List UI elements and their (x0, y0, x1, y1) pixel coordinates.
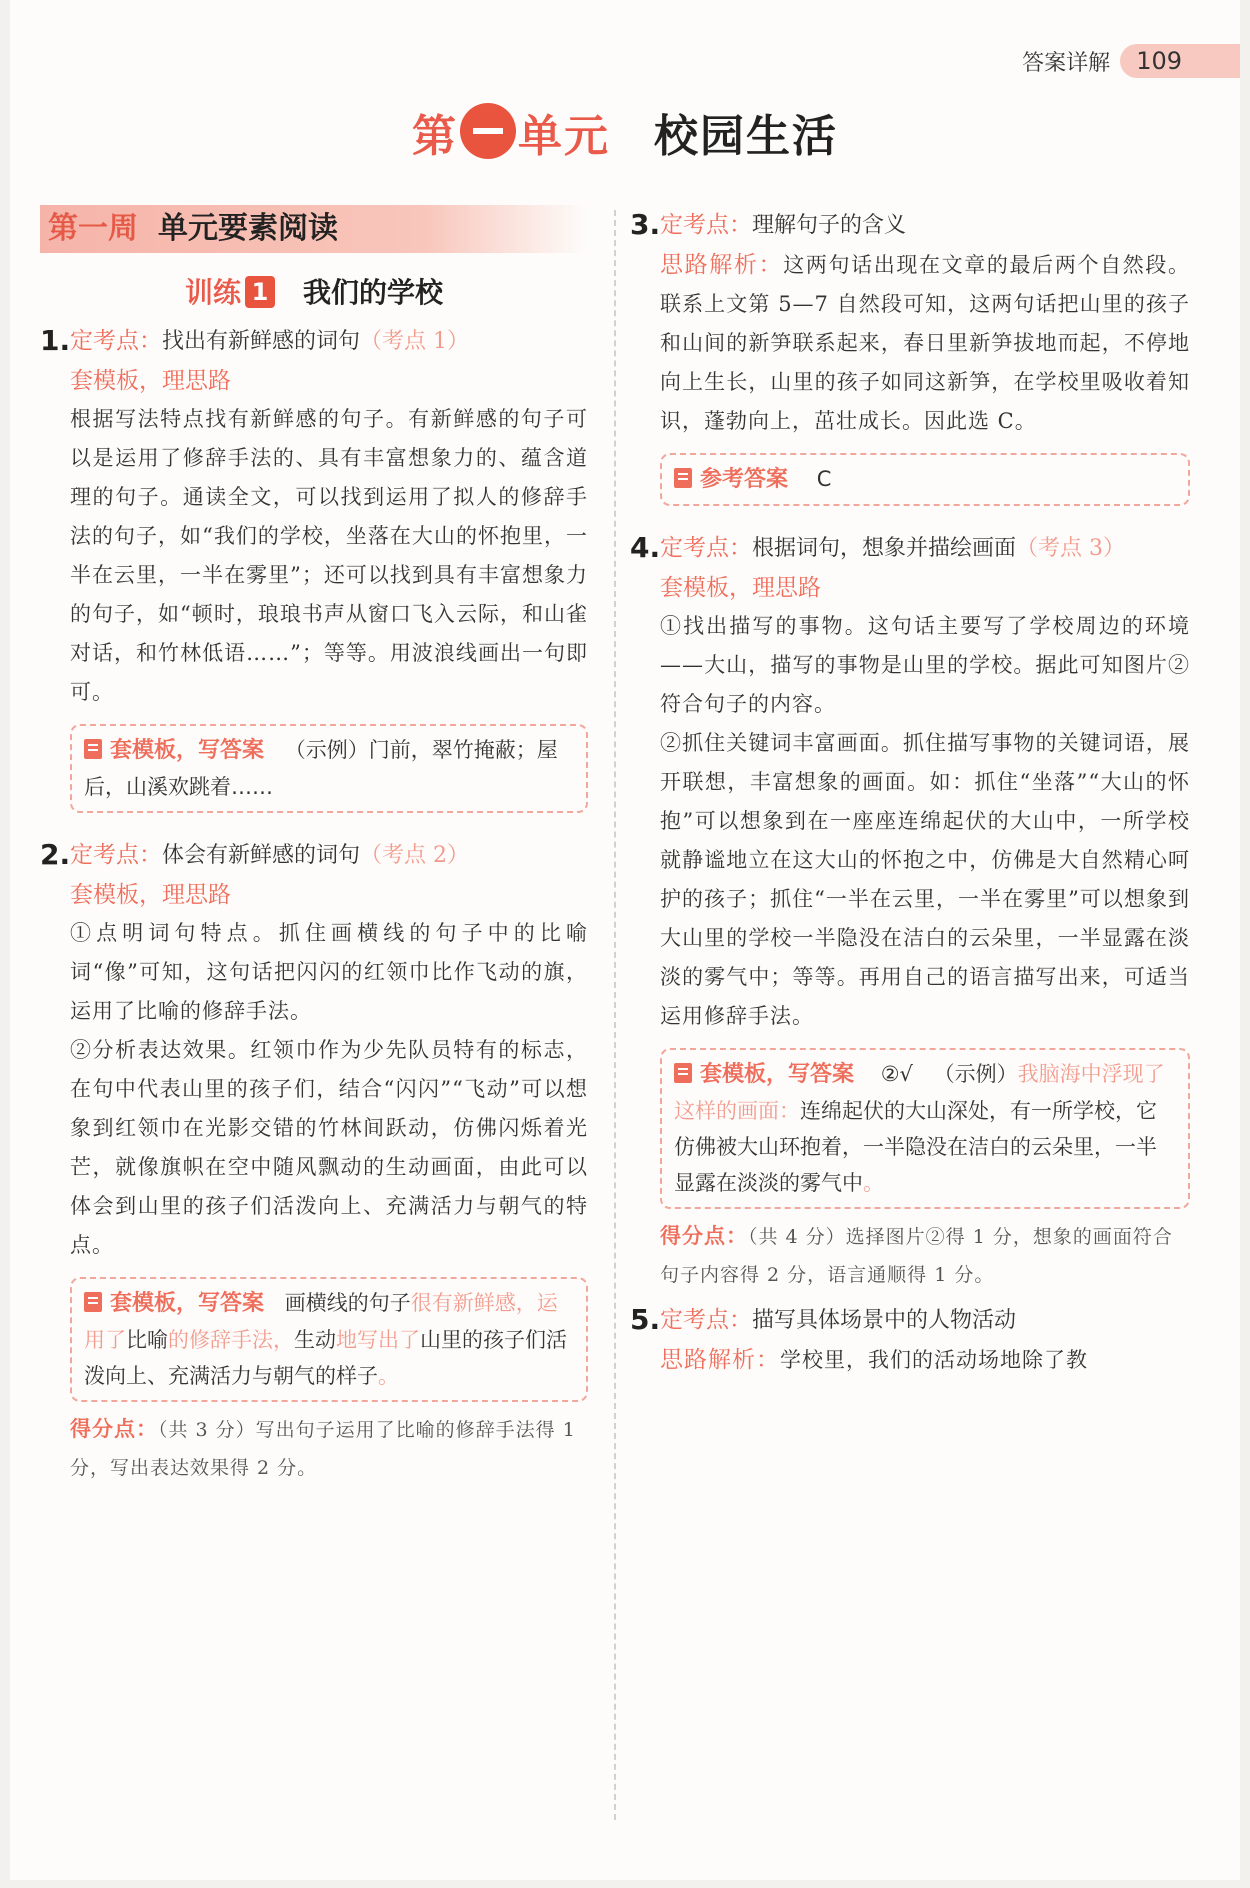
answer-part-d: 的修辞手法， (168, 1328, 294, 1352)
unit-number-badge (460, 103, 516, 159)
answer-text: （示例）门前，翠竹掩蔽；屋后，山溪欢跳着…… (84, 738, 558, 799)
question-5 (630, 1300, 1190, 1380)
answer-part-a: 画横线的句子 (284, 1291, 411, 1315)
answer-heading (84, 738, 264, 763)
analysis-body: 这两句话出现在文章的最后两个自然段。联系上文第 5—7 自然段可知，这两句话把山里的孩子和山间的新笋联系起来，春日里新笋拔地而起，不停地向上生长，山里的孩子如同这新笋，在学校里吸收着知识，蓬勃向上，茁壮成长。因此选 C。 (660, 253, 1191, 433)
question-number: 1. (40, 324, 71, 357)
score-label: 得分点： (70, 1417, 158, 1441)
question-2 (40, 835, 588, 1487)
answer-part-f: 地写出了 (336, 1328, 420, 1352)
template-label: 套模板，理思路 (70, 882, 231, 908)
unit-number (488, 103, 489, 104)
key-point (660, 205, 1190, 246)
analysis-text: 根据写法特点找有新鲜感的句子。有新鲜感的句子可以是运用了修辞手法的、具有丰富想象力的、蕴含道理的句子。通读全文，可以找到运用了拟人的修辞手法的句子，如“我们的学校，坐落在大山的怀抱里，一半在云里，一半在雾里”；还可以找到具有丰富想象力的句子，如“顿时，琅琅书声从窗口飞入云际，和山雀对话，和竹林低语……”；等等。用波浪线画出一句即可。 (70, 407, 588, 704)
unit-suffix: 单元 (518, 111, 610, 162)
answer-label: 套模板，写答案 (110, 738, 265, 763)
left-column (40, 205, 588, 1487)
score-text: （共 3 分）写出句子运用了比喻的修辞手法得 1 分，写出表达效果得 2 分。 (70, 1419, 576, 1479)
unit-title (10, 100, 1240, 164)
analysis-step-1: ①找出描写的事物。这句话主要写了学校周边的环境——大山，描写的事物是山里的学校。据此可知图片②符合句子的内容。 (660, 614, 1190, 716)
question-4 (630, 528, 1190, 1294)
answer-heading (674, 467, 788, 492)
answer-heading (84, 1291, 264, 1316)
page-header (1022, 44, 1240, 78)
question-number: 4. (630, 531, 661, 564)
analysis-label: 思路解析： (660, 1347, 780, 1373)
page-number: 109 (1120, 44, 1240, 78)
answer-label: 参考答案 (700, 467, 789, 492)
analysis-body: 学校里，我们的活动场地除了教 (780, 1348, 1088, 1372)
key-point-label: 定考点： (70, 842, 162, 868)
answer-part-g: 山里的孩子们活泼向上、充满活力与朝气的样子 (84, 1328, 567, 1388)
score-points (70, 1410, 588, 1487)
key-point (70, 321, 588, 362)
key-point-text: 找出有新鲜感的词句 (162, 329, 361, 354)
answer-part-c: 比喻 (126, 1328, 168, 1352)
answer-box (70, 1277, 588, 1402)
score-points (660, 1217, 1190, 1294)
key-point-text: 根据词句，想象并描绘画面 (752, 536, 1017, 561)
week-band (40, 205, 588, 253)
answer-lead: 我脑海中浮现了这样的画面： (674, 1062, 1165, 1123)
answer-text: C (816, 467, 832, 491)
header-label: 答案详解 (1022, 50, 1111, 76)
week-title: 单元要素阅读 (158, 211, 338, 246)
answer-heading (674, 1062, 854, 1087)
score-label: 得分点： (660, 1224, 748, 1248)
analysis-text (660, 246, 1190, 441)
key-point (660, 528, 1190, 569)
answer-box (660, 453, 1190, 506)
answer-box (660, 1048, 1190, 1209)
right-column (630, 205, 1190, 1380)
key-point-ref: （考点 2） (360, 843, 470, 868)
answer-box (70, 724, 588, 813)
key-point-text: 理解句子的含义 (752, 213, 907, 238)
key-point-ref: （考点 3） (1016, 536, 1126, 561)
question-number: 2. (40, 838, 71, 871)
analysis-step-1: ①点明词句特点。抓住画横线的句子中的比喻词“像”可知，这句话把闪闪的红领巾比作飞动的旗，运用了比喻的修辞手法。 (70, 921, 588, 1023)
analysis-text (660, 1341, 1190, 1380)
question-number: 5. (630, 1303, 661, 1336)
answer-icon (84, 739, 102, 759)
answer-page (10, 0, 1240, 1880)
answer-icon (674, 468, 692, 488)
answer-end: 。 (863, 1171, 884, 1195)
key-point-label: 定考点： (660, 1307, 752, 1333)
lesson-name: 我们的学校 (303, 276, 444, 309)
column-divider (614, 210, 616, 1820)
lesson-label: 训练 (184, 276, 241, 309)
analysis-step-2: ②分析表达效果。红领巾作为少先队员特有的标志，在句中代表山里的孩子们，结合“闪闪”“飞动”可以想象到红领巾在光影交错的竹林间跃动，仿佛闪烁着光芒，就像旗帜在空中随风飘动的生动画面，由此可以体会到山里的孩子们活泼向上、充满活力与朝气的特点。 (70, 1038, 588, 1257)
week-name: 第一周 (48, 211, 138, 246)
question-number: 3. (630, 208, 661, 241)
lesson-title (40, 271, 588, 311)
unit-theme: 校园生活 (654, 111, 838, 162)
key-point-label: 定考点： (660, 535, 752, 561)
question-3 (630, 205, 1190, 506)
template-label: 套模板，理思路 (70, 368, 231, 394)
template-label: 套模板，理思路 (660, 575, 821, 601)
key-point-label: 定考点： (660, 212, 752, 238)
answer-part-h: 。 (378, 1364, 399, 1388)
answer-label: 套模板，写答案 (700, 1062, 855, 1087)
answer-part-b: 很有新鲜感，运用了 (84, 1291, 558, 1352)
key-point (70, 835, 588, 876)
key-point-text: 描写具体场景中的人物活动 (752, 1308, 1017, 1333)
key-point-label: 定考点： (70, 328, 162, 354)
analysis-label: 思路解析： (660, 252, 784, 278)
question-1 (40, 321, 588, 813)
key-point (660, 1300, 1190, 1341)
key-point-ref: （考点 1） (360, 329, 470, 354)
answer-label: 套模板，写答案 (110, 1291, 265, 1316)
answer-choice: ②√ (880, 1062, 913, 1086)
unit-prefix: 第 (412, 111, 458, 162)
answer-example: （示例） (933, 1062, 1018, 1086)
score-text: （共 4 分）选择图片②得 1 分，想象的画面符合句子内容得 2 分，语言通顺得 1 分。 (660, 1226, 1173, 1286)
answer-icon (84, 1292, 102, 1312)
answer-text: 连绵起伏的大山深处，有一所学校，它仿佛被大山环抱着，一半隐没在洁白的云朵里，一半显露在淡淡的雾气中 (674, 1099, 1157, 1195)
key-point-text: 体会有新鲜感的词句 (162, 843, 361, 868)
lesson-number: 1 (245, 276, 275, 308)
analysis-step-2: ②抓住关键词丰富画面。抓住描写事物的关键词语，展开联想，丰富想象的画面。如：抓住“坐落”“大山的怀抱”可以想象到在一座座连绵起伏的大山中，一所学校就静谧地立在这大山的怀抱之中，仿佛是大自然精心呵护的孩子；抓住“一半在云里，一半在雾里”可以想象到大山里的学校一半隐没在洁白的云朵里，一半显露在淡淡的雾气中；等等。再用自己的语言描写出来，可适当运用修辞手法。 (660, 731, 1190, 1028)
answer-icon (674, 1063, 692, 1083)
answer-part-e: 生动 (294, 1328, 336, 1352)
